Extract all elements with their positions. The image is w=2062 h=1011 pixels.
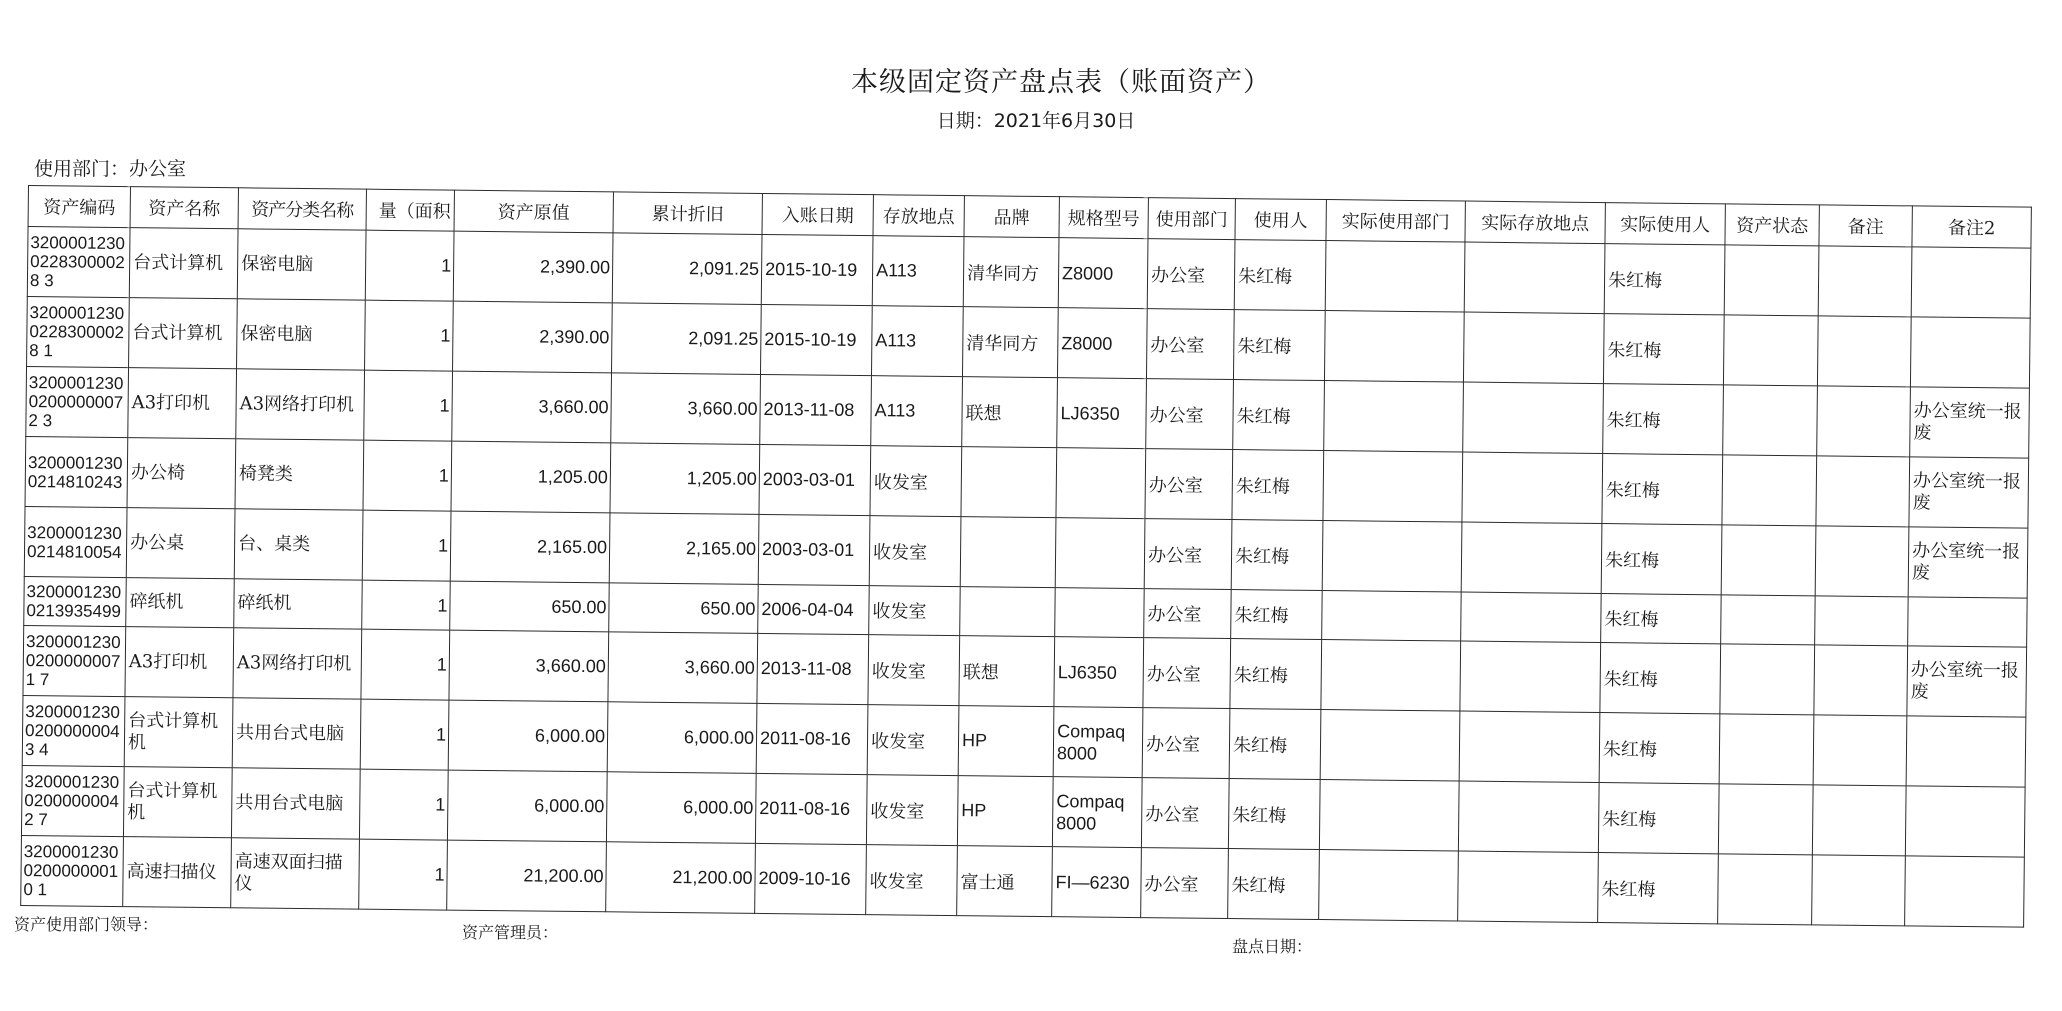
asset-name-cell: A3打印机 — [128, 368, 237, 439]
asset-code-cell: 320000123002283000028 3 — [27, 227, 130, 298]
entry-date-cell: 2009-10-16 — [755, 843, 867, 914]
document-date: 日期：2021年6月30日 — [936, 110, 1136, 132]
header-cell: 备注2 — [1912, 206, 2031, 248]
asset-category-cell: 椅凳类 — [235, 439, 364, 510]
note2-cell: 办公室统一报废 — [1908, 527, 2028, 598]
department-cell: 办公室 — [1141, 778, 1229, 849]
note-cell — [1814, 645, 1908, 716]
note2-cell: 办公室统一报废 — [1907, 646, 2027, 717]
original-value-cell: 21,200.00 — [447, 840, 607, 912]
brand-cell: HP — [958, 706, 1054, 777]
footer-leader-label: 资产使用部门领导： — [14, 915, 159, 934]
location-cell: 收发室 — [868, 635, 960, 706]
department-cell: 办公室 — [1143, 638, 1231, 709]
asset-category-cell: 台、桌类 — [234, 509, 363, 580]
asset-code-cell: 320000123002283000028 1 — [27, 296, 130, 367]
header-cell: 资产状态 — [1725, 204, 1819, 246]
brand-cell: HP — [957, 776, 1053, 847]
asset-name-cell: 办公椅 — [127, 438, 236, 509]
asset-name-cell: 台式计算机 — [129, 298, 238, 369]
actual-department-cell — [1324, 381, 1464, 453]
brand-cell: 清华同方 — [963, 237, 1059, 308]
original-value-cell: 2,165.00 — [450, 511, 610, 583]
actual-department-cell — [1319, 850, 1459, 922]
brand-cell: 联想 — [959, 636, 1055, 707]
actual-location-cell — [1458, 851, 1599, 923]
actual-user-cell: 朱红梅 — [1603, 314, 1724, 385]
department-cell: 办公室 — [1146, 379, 1234, 450]
asset-code-cell: 320000123002000000043 4 — [22, 695, 125, 766]
location-cell: 收发室 — [869, 516, 961, 587]
quantity-cell: 1 — [359, 839, 448, 910]
asset-name-cell: 台式计算机 — [129, 228, 238, 299]
note-cell — [1813, 715, 1907, 786]
model-cell: Z8000 — [1058, 238, 1148, 309]
user-cell: 朱红梅 — [1231, 590, 1323, 640]
actual-department-cell — [1322, 521, 1462, 593]
asset-code-cell: 320000123002000000042 7 — [21, 765, 124, 836]
user-cell: 朱红梅 — [1230, 639, 1322, 710]
location-cell: 收发室 — [870, 446, 962, 517]
entry-date-cell: 2011-08-16 — [756, 703, 868, 774]
note-cell — [1815, 526, 1909, 597]
asset-category-cell: 碎纸机 — [234, 579, 363, 629]
asset-status-cell — [1721, 595, 1816, 645]
note-cell — [1812, 855, 1906, 926]
asset-category-cell: 保密电脑 — [237, 299, 366, 370]
actual-user-cell: 朱红梅 — [1598, 853, 1719, 924]
model-cell — [1055, 518, 1145, 589]
header-cell: 存放地点 — [873, 195, 964, 237]
model-cell: Z8000 — [1057, 308, 1147, 379]
actual-location-cell — [1464, 242, 1605, 314]
header-cell: 备注 — [1819, 205, 1912, 247]
header-cell: 实际使用人 — [1605, 203, 1725, 245]
header-cell: 资产名称 — [130, 187, 238, 229]
depreciation-cell: 650.00 — [609, 583, 759, 634]
location-cell: 收发室 — [867, 705, 959, 776]
location-cell: A113 — [871, 376, 963, 447]
original-value-cell: 6,000.00 — [447, 770, 607, 842]
asset-status-cell — [1722, 455, 1817, 526]
quantity-cell: 1 — [362, 510, 451, 581]
original-value-cell: 2,390.00 — [453, 301, 613, 373]
actual-user-cell: 朱红梅 — [1601, 594, 1722, 644]
note2-cell: 办公室统一报废 — [1910, 387, 2030, 458]
document-title: 本级固定资产盘点表（账面资产） — [851, 67, 1271, 98]
asset-status-cell — [1723, 315, 1818, 386]
header-cell: 量（面积 — [366, 189, 454, 231]
department-cell: 办公室 — [1142, 708, 1230, 779]
model-cell: FI—6230 — [1052, 847, 1142, 918]
header-cell: 使用部门 — [1148, 198, 1235, 240]
note2-cell — [1910, 317, 2030, 388]
depreciation-cell: 3,660.00 — [608, 632, 758, 704]
note2-cell: 办公室统一报废 — [1909, 457, 2029, 528]
entry-date-cell: 2013-11-08 — [760, 374, 872, 445]
quantity-cell: 1 — [365, 230, 454, 301]
asset-name-cell: 台式计算机机 — [123, 767, 232, 838]
original-value-cell: 650.00 — [450, 581, 610, 632]
user-cell: 朱红梅 — [1233, 310, 1325, 381]
note-cell — [1816, 456, 1910, 527]
asset-status-cell — [1720, 644, 1815, 715]
actual-location-cell — [1463, 312, 1604, 384]
depreciation-cell: 2,165.00 — [609, 513, 759, 585]
asset-code-cell: 32000012300213935499 — [24, 576, 127, 626]
header-cell: 实际存放地点 — [1465, 201, 1605, 244]
asset-category-cell: 高速双面扫描仪 — [231, 838, 360, 909]
entry-date-cell: 2003-03-01 — [758, 514, 870, 585]
header-cell: 资产编码 — [28, 186, 130, 228]
model-cell: LJ6350 — [1054, 637, 1144, 708]
user-cell: 朱红梅 — [1228, 779, 1320, 850]
asset-status-cell — [1723, 385, 1818, 456]
brand-cell — [961, 447, 1057, 518]
original-value-cell: 6,000.00 — [448, 700, 608, 772]
asset-category-cell: 保密电脑 — [237, 229, 366, 300]
header-cell: 入账日期 — [762, 193, 873, 235]
actual-department-cell — [1321, 640, 1461, 712]
note2-cell — [1908, 597, 2028, 647]
asset-category-cell: 共用台式电脑 — [231, 768, 360, 839]
header-cell: 实际使用部门 — [1326, 200, 1465, 243]
depreciation-cell: 6,000.00 — [606, 772, 756, 844]
asset-status-cell — [1718, 784, 1813, 855]
asset-code-cell: 32000012300214810243 — [25, 436, 128, 507]
footer-check-date-label: 盘点日期： — [1232, 937, 1313, 956]
actual-department-cell — [1323, 451, 1463, 523]
actual-user-cell: 朱红梅 — [1599, 713, 1720, 784]
depreciation-cell: 2,091.25 — [612, 233, 762, 305]
asset-code-cell: 320000123002000000071 7 — [23, 625, 126, 696]
brand-cell: 清华同方 — [962, 307, 1058, 378]
actual-department-cell — [1319, 780, 1459, 852]
footer-manager-label: 资产管理员： — [462, 923, 559, 942]
header-cell: 品牌 — [964, 196, 1059, 238]
actual-location-cell — [1461, 592, 1602, 643]
note-cell — [1818, 246, 1912, 317]
entry-date-cell: 2003-03-01 — [759, 444, 871, 515]
user-cell: 朱红梅 — [1233, 380, 1325, 451]
department-cell: 办公室 — [1145, 449, 1233, 520]
header-cell: 资产原值 — [454, 190, 613, 233]
actual-location-cell — [1458, 781, 1599, 853]
model-cell: Compaq 8000 — [1053, 707, 1143, 778]
department-cell: 办公室 — [1141, 848, 1229, 919]
user-cell: 朱红梅 — [1232, 450, 1324, 521]
actual-location-cell — [1462, 452, 1603, 524]
quantity-cell: 1 — [363, 440, 452, 511]
location-cell: A113 — [871, 306, 963, 377]
brand-cell: 联想 — [962, 377, 1058, 448]
actual-user-cell: 朱红梅 — [1603, 384, 1724, 455]
note2-cell — [1905, 856, 2025, 927]
department-line: 使用部门：办公室 — [34, 158, 187, 180]
brand-cell — [960, 587, 1056, 637]
entry-date-cell: 2015-10-19 — [761, 234, 873, 305]
entry-date-cell: 2015-10-19 — [760, 304, 872, 375]
quantity-cell: 1 — [364, 370, 453, 441]
asset-category-cell: 共用台式电脑 — [232, 698, 361, 769]
note-cell — [1817, 386, 1911, 457]
quantity-cell: 1 — [360, 699, 449, 770]
depreciation-cell: 1,205.00 — [610, 443, 760, 515]
actual-user-cell: 朱红梅 — [1604, 244, 1725, 315]
brand-cell: 富士通 — [957, 846, 1053, 917]
actual-user-cell: 朱红梅 — [1601, 524, 1722, 595]
header-cell: 使用人 — [1235, 199, 1326, 241]
depreciation-cell: 3,660.00 — [611, 373, 761, 445]
actual-location-cell — [1460, 641, 1601, 713]
model-cell — [1055, 588, 1145, 638]
user-cell: 朱红梅 — [1234, 240, 1326, 311]
header-cell: 资产分类名称 — [238, 188, 366, 230]
model-cell — [1056, 448, 1146, 519]
asset-status-cell — [1724, 245, 1819, 316]
asset-category-cell: A3网络打印机 — [236, 369, 365, 440]
department-cell: 办公室 — [1144, 589, 1232, 639]
asset-table-body — [21, 227, 2031, 928]
asset-status-cell — [1719, 714, 1814, 785]
asset-category-cell: A3网络打印机 — [233, 628, 362, 699]
actual-user-cell: 朱红梅 — [1602, 454, 1723, 525]
asset-status-cell — [1721, 525, 1816, 596]
asset-table — [20, 185, 2032, 928]
note-cell — [1815, 596, 1909, 646]
depreciation-cell: 21,200.00 — [606, 842, 756, 914]
quantity-cell: 1 — [365, 300, 454, 371]
user-cell: 朱红梅 — [1229, 709, 1321, 780]
actual-user-cell: 朱红梅 — [1600, 643, 1721, 714]
actual-location-cell — [1463, 382, 1604, 454]
model-cell: LJ6350 — [1057, 378, 1147, 449]
entry-date-cell: 2013-11-08 — [757, 633, 869, 704]
actual-department-cell — [1324, 311, 1464, 383]
note2-cell — [1905, 786, 2025, 857]
actual-location-cell — [1459, 711, 1600, 783]
quantity-cell: 1 — [359, 769, 448, 840]
model-cell: Compaq 8000 — [1052, 777, 1142, 848]
note-cell — [1812, 785, 1906, 856]
actual-department-cell — [1322, 591, 1462, 642]
location-cell: 收发室 — [866, 845, 958, 916]
asset-status-cell — [1718, 854, 1813, 925]
original-value-cell: 3,660.00 — [452, 371, 612, 443]
actual-location-cell — [1461, 522, 1602, 594]
original-value-cell: 1,205.00 — [451, 441, 611, 513]
actual-department-cell — [1320, 710, 1460, 782]
header-cell: 规格型号 — [1059, 197, 1148, 239]
department-cell: 办公室 — [1146, 309, 1234, 380]
note2-cell — [1911, 247, 2031, 318]
asset-code-cell: 320000123002000000072 3 — [26, 366, 129, 437]
original-value-cell: 2,390.00 — [453, 231, 613, 303]
quantity-cell: 1 — [361, 629, 450, 700]
user-cell: 朱红梅 — [1228, 849, 1320, 920]
asset-code-cell: 32000012300214810054 — [24, 506, 127, 577]
asset-name-cell: A3打印机 — [125, 627, 234, 698]
note2-cell — [1906, 716, 2026, 787]
asset-name-cell: 办公桌 — [126, 508, 235, 579]
original-value-cell: 3,660.00 — [449, 630, 609, 702]
actual-user-cell: 朱红梅 — [1598, 783, 1719, 854]
user-cell: 朱红梅 — [1231, 520, 1323, 591]
location-cell: 收发室 — [866, 775, 958, 846]
asset-name-cell: 高速扫描仪 — [123, 837, 232, 908]
entry-date-cell: 2011-08-16 — [755, 773, 867, 844]
department-cell: 办公室 — [1144, 519, 1232, 590]
depreciation-cell: 6,000.00 — [607, 702, 757, 774]
depreciation-cell: 2,091.25 — [612, 303, 762, 375]
location-cell: 收发室 — [869, 586, 961, 636]
asset-name-cell: 碎纸机 — [126, 578, 235, 628]
actual-department-cell — [1325, 241, 1465, 312]
quantity-cell: 1 — [362, 580, 451, 630]
asset-code-cell: 320000123002000000010 1 — [21, 835, 124, 906]
location-cell: A113 — [872, 236, 964, 307]
asset-name-cell: 台式计算机机 — [124, 697, 233, 768]
brand-cell — [960, 517, 1056, 588]
department-cell: 办公室 — [1147, 239, 1235, 310]
header-cell: 累计折旧 — [613, 192, 762, 235]
asset-table-wrapper — [20, 185, 2032, 928]
entry-date-cell: 2006-04-04 — [758, 584, 870, 634]
note-cell — [1817, 316, 1911, 387]
